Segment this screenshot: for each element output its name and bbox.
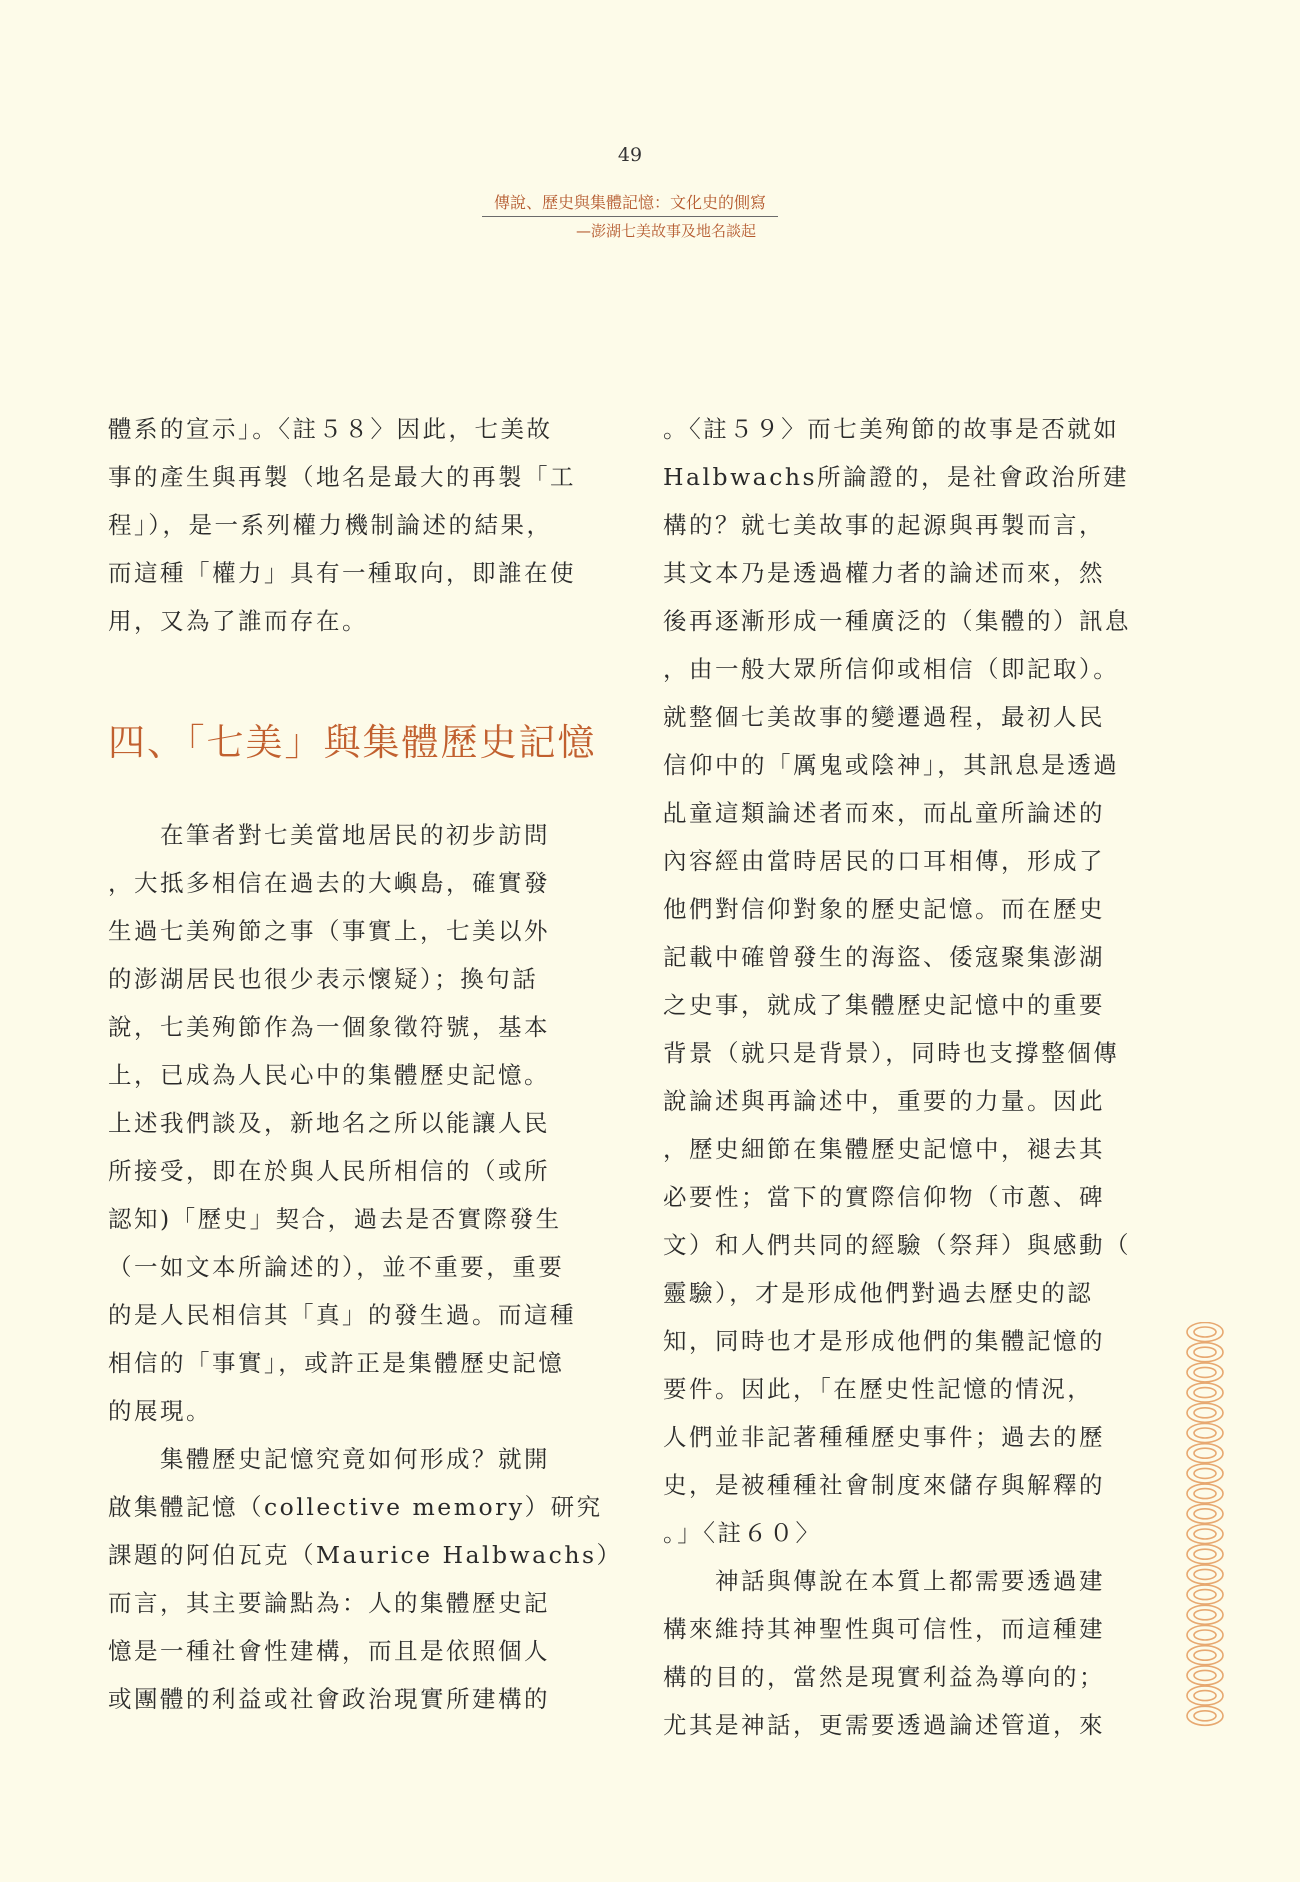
text-line: 必要性；當下的實際信仰物（市蔥、碑 <box>663 1183 1105 1211</box>
right-column <box>663 405 1153 1749</box>
text-line: 相信的「事實」，或許正是集體歷史記憶 <box>108 1349 565 1377</box>
ornament-inner <box>1194 1347 1216 1357</box>
text-line: 憶是一種社會性建構，而且是依照個人 <box>108 1637 550 1665</box>
ornament-ellipse <box>1187 1424 1223 1443</box>
text-line: 文）和人們共同的經驗（祭拜）與感動（ <box>663 1231 1131 1259</box>
text-line: 內容經由當時居民的口耳相傳，形成了 <box>663 847 1105 875</box>
ornament-ellipse <box>1187 1666 1223 1685</box>
text-line: 之史事，就成了集體歷史記憶中的重要 <box>663 991 1105 1019</box>
text-line: 背景（就只是背景），同時也支撐整個傳 <box>663 1039 1120 1067</box>
text-line: 構的目的，當然是現實利益為導向的； <box>663 1663 1105 1691</box>
text-line: 就整個七美故事的變遷過程，最初人民 <box>663 703 1105 731</box>
text-line: 的澎湖居民也很少表示懷疑）；換句話 <box>108 965 539 993</box>
text-line: 在筆者對七美當地居民的初步訪問 <box>108 821 550 849</box>
text-line: 而這種「權力」具有一種取向，即誰在使 <box>108 559 576 587</box>
ornament-inner <box>1194 1509 1216 1519</box>
ornament-ellipse <box>1187 1585 1223 1604</box>
ornament-inner <box>1194 1569 1216 1579</box>
text-line: 體系的宣示」。〈註５８〉因此，七美故 <box>108 415 553 443</box>
text-line: 要件。因此，「在歷史性記憶的情況， <box>663 1375 1094 1403</box>
text-line: 集體歷史記憶究竟如何形成？就開 <box>108 1445 550 1473</box>
ornament-inner <box>1194 1408 1216 1418</box>
page-number: 49 <box>617 144 643 166</box>
text-line: 生過七美殉節之事（事實上，七美以外 <box>108 917 550 945</box>
ornament-ellipse <box>1187 1383 1223 1402</box>
text-line: 神話與傳說在本質上都需要透過建 <box>663 1567 1105 1595</box>
ornament-ellipse <box>1187 1464 1223 1483</box>
text-line: 記載中確曾發生的海盜、倭寇聚集澎湖 <box>663 943 1105 971</box>
ornament-inner <box>1194 1670 1216 1680</box>
text-line: 其文本乃是透過權力者的論述而來，然 <box>663 559 1105 587</box>
text-line: 尤其是神話，更需要透過論述管道，來 <box>663 1711 1105 1739</box>
ornament-ellipse <box>1187 1444 1223 1463</box>
text-line: 說，七美殉節作為一個象徵符號，基本 <box>108 1013 550 1041</box>
ornament-inner <box>1194 1650 1216 1660</box>
right-paragraph-1 <box>663 405 1153 1557</box>
text-line: 史，是被種種社會制度來儲存與解釋的 <box>663 1471 1105 1499</box>
text-line: Halbwachs所論證的，是社會政治所建 <box>663 463 1130 491</box>
text-line: 說論述與再論述中，重要的力量。因此 <box>663 1087 1105 1115</box>
ornament-inner <box>1194 1711 1216 1721</box>
text-line: 而言，其主要論點為：人的集體歷史記 <box>108 1589 550 1617</box>
ornament-inner <box>1194 1468 1216 1478</box>
ornament-ellipse <box>1187 1565 1223 1584</box>
text-line: 。〈註５９〉而七美殉節的故事是否就如 <box>663 415 1120 443</box>
text-line: 事的產生與再製（地名是最大的再製「工 <box>108 463 576 491</box>
text-line: 乩童這類論述者而來，而乩童所論述的 <box>663 799 1105 827</box>
ornament-inner <box>1194 1630 1216 1640</box>
running-header-title: 傳說、歷史與集體記憶：文化史的側寫 <box>482 190 778 217</box>
text-line: 程」），是一系列權力機制論述的結果， <box>108 511 553 539</box>
text-line: 靈驗），才是形成他們對過去歷史的認 <box>663 1279 1094 1307</box>
ornament-ellipse <box>1187 1646 1223 1665</box>
ornament-inner <box>1194 1428 1216 1438</box>
text-line: 他們對信仰對象的歷史記憶。而在歷史 <box>663 895 1105 923</box>
ornament-ellipse <box>1187 1343 1223 1362</box>
text-line: 信仰中的「厲鬼或陰神」，其訊息是透過 <box>663 751 1120 779</box>
left-column <box>108 405 623 1723</box>
ornament-inner <box>1194 1489 1216 1499</box>
ornament-ellipse <box>1187 1706 1223 1725</box>
running-header <box>482 190 778 241</box>
ornament-inner <box>1194 1610 1216 1620</box>
ornament-inner <box>1194 1529 1216 1539</box>
text-line: 知，同時也才是形成他們的集體記憶的 <box>663 1327 1105 1355</box>
text-line: 構的？就七美故事的起源與再製而言， <box>663 511 1105 539</box>
text-line: 構來維持其神聖性與可信性，而這種建 <box>663 1615 1105 1643</box>
left-paragraph-2 <box>108 811 598 1435</box>
text-line: 後再逐漸形成一種廣泛的（集體的）訊息 <box>663 607 1131 635</box>
text-line: 課題的阿伯瓦克（Maurice Halbwachs） <box>108 1541 623 1569</box>
ornament-inner <box>1194 1691 1216 1701</box>
ornament-ellipse <box>1187 1525 1223 1544</box>
text-line: ，大抵多相信在過去的大嶼島，確實發 <box>108 869 550 897</box>
ornament-ellipse <box>1187 1363 1223 1382</box>
text-line: 用，又為了誰而存在。 <box>108 607 368 635</box>
text-line: 的展現。 <box>108 1397 212 1425</box>
ornament-inner <box>1194 1388 1216 1398</box>
ornament-ellipse <box>1187 1626 1223 1645</box>
decorative-ornament <box>1182 1322 1228 1732</box>
ornament-ellipse <box>1187 1504 1223 1523</box>
ornament-inner <box>1194 1367 1216 1377</box>
left-paragraph-3 <box>108 1435 623 1723</box>
text-line: 。」〈註６０〉 <box>663 1519 822 1547</box>
text-line: 上，已成為人民心中的集體歷史記憶。 <box>108 1061 550 1089</box>
ornament-inner <box>1194 1549 1216 1559</box>
right-paragraph-2 <box>663 1557 1153 1749</box>
ornament-inner <box>1194 1448 1216 1458</box>
ornament-inner <box>1194 1327 1216 1337</box>
ornament-ellipse <box>1187 1484 1223 1503</box>
ornament-ellipse <box>1187 1403 1223 1422</box>
text-line: 的是人民相信其「真」的發生過。而這種 <box>108 1301 576 1329</box>
ornament-inner <box>1194 1590 1216 1600</box>
text-line: 啟集體記憶（collective memory）研究 <box>108 1493 603 1521</box>
ornament-ellipse <box>1187 1686 1223 1705</box>
left-paragraph-1 <box>108 405 598 645</box>
ornament-ellipse <box>1187 1323 1223 1342</box>
running-header-subtitle: —澎湖七美故事及地名談起 <box>575 222 756 240</box>
text-line: ，由一般大眾所信仰或相信（即記取）。 <box>663 655 1120 683</box>
text-line: 所接受，即在於與人民所相信的（或所 <box>108 1157 550 1185</box>
text-line: 人們並非記著種種歷史事件；過去的歷 <box>663 1423 1105 1451</box>
text-line: 上述我們談及，新地名之所以能讓人民 <box>108 1109 550 1137</box>
ornament-ellipse <box>1187 1605 1223 1624</box>
text-line: ，歷史細節在集體歷史記憶中，褪去其 <box>663 1135 1105 1163</box>
section-heading: 四、「七美」與集體歷史記憶 <box>108 721 597 764</box>
text-line: 或團體的利益或社會政治現實所建構的 <box>108 1685 550 1713</box>
text-line: 認知)「歷史」契合，過去是否實際發生 <box>108 1205 562 1233</box>
ornament-ellipse <box>1187 1545 1223 1564</box>
text-line: （一如文本所論述的），並不重要，重要 <box>108 1253 565 1281</box>
